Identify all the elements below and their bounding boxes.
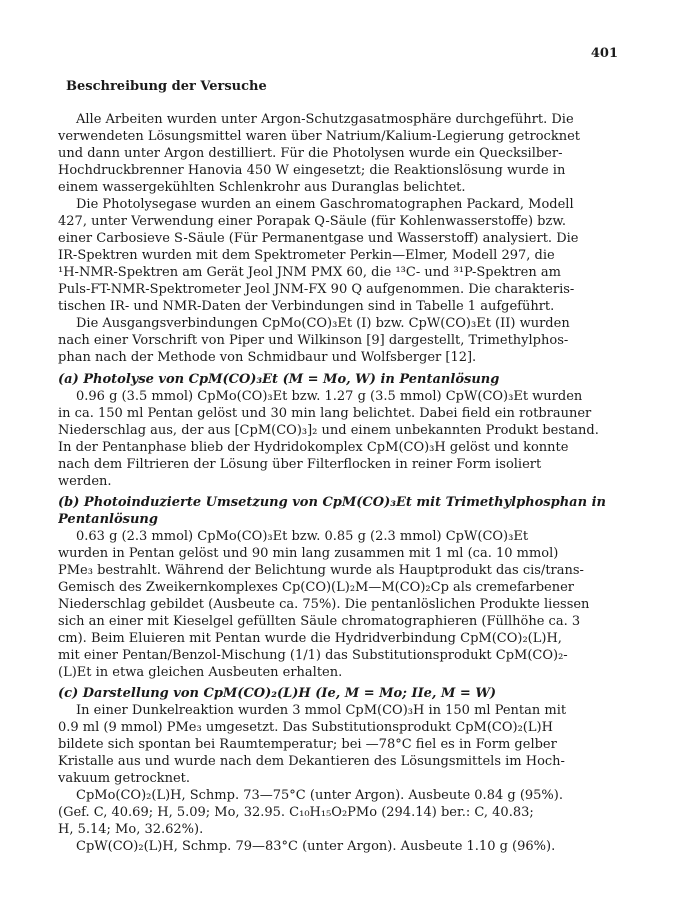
- intro-paragraph-2: [58, 196, 622, 315]
- text-line: Niederschlag aus, der aus [CpM(CO)₃]₂ und einem unbekannten Produkt bestand.: [58, 423, 599, 438]
- text-line: bildete sich spontan bei Raumtemperatur; bei —78°C fiel es in Form gelber: [58, 737, 557, 752]
- text-line: In einer Dunkelreaktion wurden 3 mmol CpM(CO)₃H in 150 ml Pentan mit: [76, 703, 567, 718]
- text-line: nach einer Vorschrift von Piper und Wilkinson [9] dargestellt, Trimethylphos-: [58, 333, 569, 348]
- section-a: [58, 371, 622, 490]
- text-line: Niederschlag gebildet (Ausbeute ca. 75%). Die pentanlöslichen Produkte liessen: [58, 597, 590, 612]
- text-line: sich an einer mit Kieselgel gefüllten Säule chromatographieren (Füllhöhe ca. 3: [58, 614, 581, 629]
- text-line: IR-Spektren wurden mit dem Spektrometer Perkin—Elmer, Modell 297, die: [58, 248, 555, 263]
- subsection-heading: Pentanlösung: [58, 512, 158, 527]
- text-line: 0.9 ml (9 mmol) PMe₃ umgesetzt. Das Substitutionsprodukt CpM(CO)₂(L)H: [58, 720, 553, 735]
- text-line: (Gef. C, 40.69; H, 5.09; Mo, 32.95. C₁₀H₁₅O₂PMo (294.14) ber.: C, 40.83;: [58, 805, 534, 820]
- text-line: wurden in Pentan gelöst und 90 min lang zusammen mit 1 ml (ca. 10 mmol): [58, 546, 559, 561]
- section-b: [58, 494, 622, 681]
- text-line: Kristalle aus und wurde nach dem Dekantieren des Lösungsmittels im Hoch-: [58, 754, 565, 769]
- intro-paragraph-1: [58, 111, 622, 196]
- text-line: mit einer Pentan/Benzol-Mischung (1/1) das Substitutionsprodukt CpM(CO)₂-: [58, 648, 568, 663]
- text-line: (L)Et in etwa gleichen Ausbeuten erhalten.: [58, 665, 343, 680]
- page-number: 401: [590, 46, 618, 61]
- subsection-heading: (c) Darstellung von CpM(CO)₂(L)H (Ie, M = Mo; IIe, M = W): [58, 686, 497, 701]
- text-line: PMe₃ bestrahlt. Während der Belichtung wurde als Hauptprodukt das cis/trans-: [58, 563, 584, 578]
- section-heading: Beschreibung der Versuche: [66, 79, 267, 94]
- text-line: tischen IR- und NMR-Daten der Verbindungen sind in Tabelle 1 aufgeführt.: [58, 299, 555, 314]
- text-line: und dann unter Argon destilliert. Für die Photolysen wurde ein Quecksilber-: [58, 146, 563, 161]
- text-line: ¹H-NMR-Spektren am Gerät Jeol JNM PMX 60, die ¹³C- und ³¹P-Spektren am: [58, 265, 561, 280]
- text-line: Gemisch des Zweikernkomplexes Cp(CO)(L)₂M—M(CO)₂Cp als cremefarbener: [58, 580, 575, 595]
- text-line: 0.63 g (2.3 mmol) CpMo(CO)₃Et bzw. 0.85 g (2.3 mmol) CpW(CO)₃Et: [76, 529, 529, 544]
- text-line: in ca. 150 ml Pentan gelöst und 30 min lang belichtet. Dabei field ein rotbrauner: [58, 406, 592, 421]
- text-line: einer Carbosieve S-Säule (Für Permanentgase und Wasserstoff) analysiert. Die: [58, 231, 579, 246]
- text-line: Alle Arbeiten wurden unter Argon-Schutzgasatmosphäre durchgeführt. Die: [76, 112, 574, 127]
- text-line: werden.: [58, 474, 112, 489]
- text-line: vakuum getrocknet.: [58, 771, 191, 786]
- text-line: verwendeten Lösungsmittel waren über Natrium/Kalium-Legierung getrocknet: [58, 129, 581, 144]
- text-line: In der Pentanphase blieb der Hydridokomplex CpM(CO)₃H gelöst und konnte: [58, 440, 569, 455]
- text-line: Hochdruckbrenner Hanovia 450 W eingesetzt; die Reaktionslösung wurde in: [58, 163, 566, 178]
- text-line: Puls-FT-NMR-Spektrometer Jeol JNM-FX 90 Q aufgenommen. Die charakteris-: [58, 282, 575, 297]
- section-c: [58, 685, 622, 855]
- text-line: phan nach der Methode von Schmidbaur und Wolfsberger [12].: [58, 350, 477, 365]
- text-line: cm). Beim Eluieren mit Pentan wurde die Hydridverbindung CpM(CO)₂(L)H,: [58, 631, 562, 646]
- subsection-heading: (b) Photoinduzierte Umsetzung von CpM(CO)₃Et mit Trimethylphosphan in: [58, 495, 606, 510]
- text-line: 427, unter Verwendung einer Porapak Q-Säule (für Kohlenwasserstoffe) bzw.: [58, 214, 567, 229]
- text-line: CpW(CO)₂(L)H, Schmp. 79—83°C (unter Argon). Ausbeute 1.10 g (96%).: [76, 839, 556, 854]
- text-line: CpMo(CO)₂(L)H, Schmp. 73—75°C (unter Argon). Ausbeute 0.84 g (95%).: [76, 788, 563, 803]
- text-line: nach dem Filtrieren der Lösung über Filterflocken in reiner Form isoliert: [58, 457, 542, 472]
- text-line: H, 5.14; Mo, 32.62%).: [58, 822, 204, 837]
- text-line: einem wassergekühlten Schlenkrohr aus Duranglas belichtet.: [58, 180, 466, 195]
- text-line: Die Ausgangsverbindungen CpMo(CO)₃Et (I) bzw. CpW(CO)₃Et (II) wurden: [76, 316, 570, 331]
- text-line: Die Photolysegase wurden an einem Gaschromatographen Packard, Modell: [76, 197, 574, 212]
- intro-paragraph-3: [58, 315, 622, 366]
- subsection-heading: (a) Photolyse von CpM(CO)₃Et (M = Mo, W) in Pentanlösung: [58, 372, 500, 387]
- text-line: 0.96 g (3.5 mmol) CpMo(CO)₃Et bzw. 1.27 g (3.5 mmol) CpW(CO)₃Et wurden: [76, 389, 583, 404]
